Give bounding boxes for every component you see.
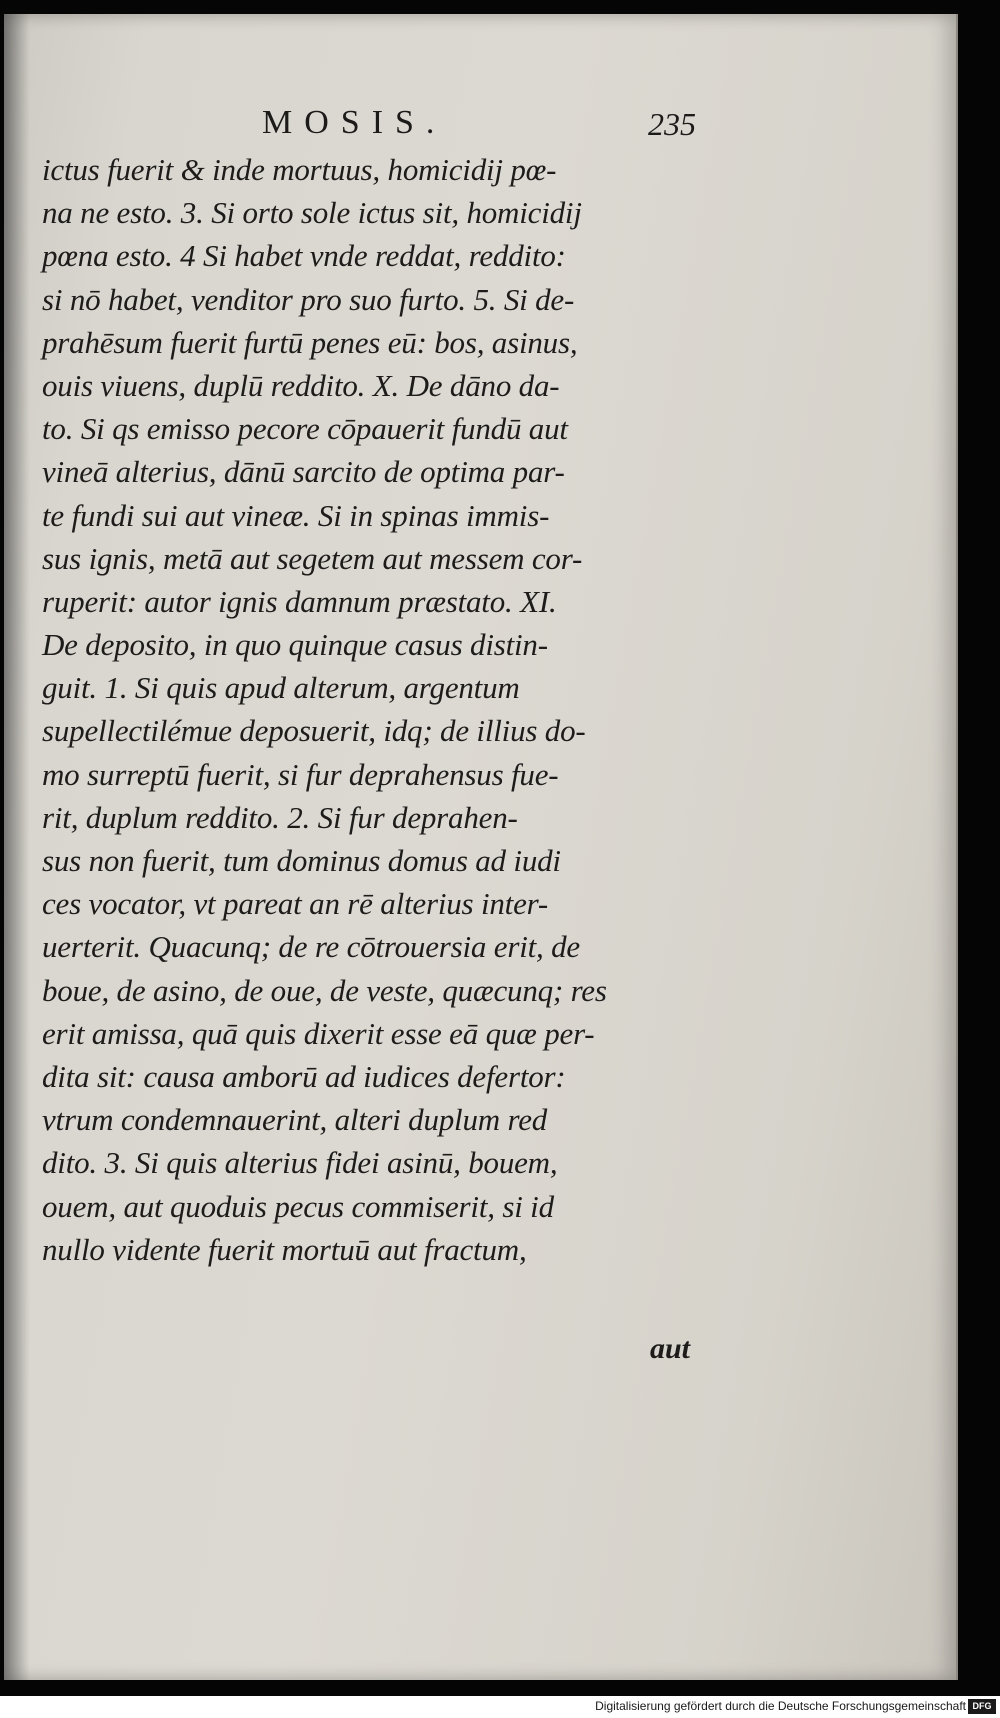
text-line: vineā alterius, dānū sarcito de optima par- <box>42 454 565 490</box>
text-line: sus ignis, metā aut segetem aut messem cor- <box>42 540 583 576</box>
text-block <box>42 148 712 1271</box>
text-line: ouis viuens, duplū reddito. X. De dāno da- <box>42 367 560 403</box>
text-line: ictus fuerit & inde mortuus, homicidij pœ- <box>42 152 557 187</box>
text-line: dito. 3. Si quis alterius fidei asinū, bouem, <box>42 1145 558 1181</box>
text-line: dita sit: causa amborū ad iudices defertor: <box>42 1058 566 1094</box>
text-line: vtrum condemnauerint, alteri duplum red <box>42 1102 548 1138</box>
text-line: erit amissa, quā quis dixerit esse eā quæ per- <box>42 1015 595 1051</box>
text-line: pœna esto. 4 Si habet vnde reddat, reddito: <box>42 238 566 274</box>
text-line: te fundi sui aut vineæ. Si in spinas immis- <box>42 497 550 533</box>
text-line: to. Si qs emisso pecore cōpauerit fundū aut <box>42 411 568 447</box>
text-line: mo surreptū fuerit, si fur deprahensus fue- <box>42 756 559 792</box>
page-number: 235 <box>648 106 696 142</box>
text-line: uerterit. Quacunq; de re cōtrouersia erit, de <box>42 929 580 965</box>
text-line: si nō habet, venditor pro suo furto. 5. Si de- <box>42 281 575 317</box>
text-line: ouem, aut quoduis pecus commiserit, si id <box>42 1188 554 1224</box>
text-line: ruperit: autor ignis damnum præstato. XI. <box>42 583 557 619</box>
text-line: nullo vidente fuerit mortuū aut fractum, <box>42 1231 527 1267</box>
running-head-title: MOSIS. <box>262 104 447 141</box>
text-line: ces vocator, vt pareat an rē alterius inter- <box>42 886 548 922</box>
gutter-shadow <box>4 14 30 1680</box>
text-line: prahēsum fuerit furtū penes eū: bos, asinus, <box>42 324 578 360</box>
footer-credit: Digitalisierung gefördert durch die Deutsche Forschungsgemeinschaft <box>595 1699 966 1713</box>
dfg-logo-icon: DFG <box>968 1699 996 1714</box>
running-head <box>0 104 1000 144</box>
footer-bar <box>0 1696 1000 1718</box>
text-line: supellectilémue deposuerit, idq; de illius do- <box>42 713 586 749</box>
text-line: boue, de asino, de oue, de veste, quæcunq; res <box>42 972 607 1008</box>
text-line: De deposito, in quo quinque casus distin- <box>42 627 548 663</box>
text-line: guit. 1. Si quis apud alterum, argentum <box>42 670 520 706</box>
text-line: na ne esto. 3. Si orto sole ictus sit, homicidij <box>42 195 582 231</box>
text-line: rit, duplum reddito. 2. Si fur deprahen- <box>42 799 518 835</box>
text-line: sus non fuerit, tum dominus domus ad iudi <box>42 843 561 878</box>
catchword: aut <box>650 1332 691 1365</box>
